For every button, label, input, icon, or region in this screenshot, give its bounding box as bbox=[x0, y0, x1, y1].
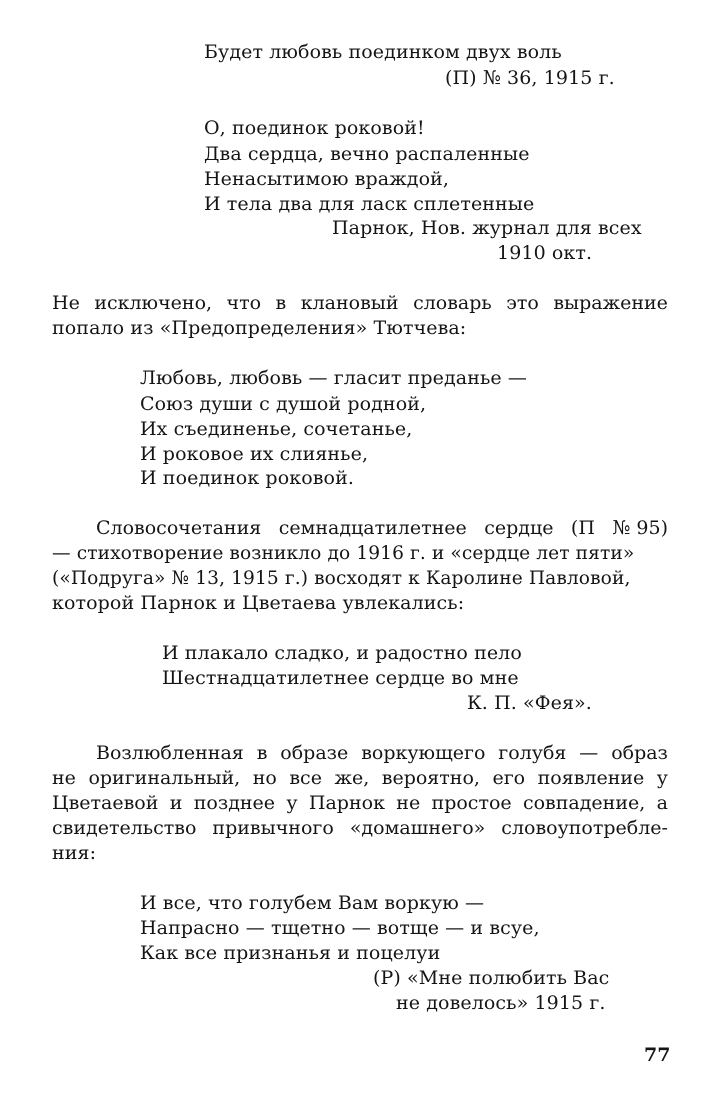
epigraph-source: (П) № 36, 1915 г. bbox=[445, 67, 615, 89]
epigraph-source: Парнок, Нов. журнал для всех bbox=[332, 217, 642, 239]
epigraph-line: И тела два для ласк сплетенные bbox=[204, 193, 535, 215]
quote-line: И все, что голубем Вам воркую — bbox=[140, 892, 485, 914]
epigraph-line: О, поединок роковой! bbox=[204, 117, 425, 139]
quote-line: И плакало сладко, и радостно пело bbox=[162, 642, 522, 664]
quote-line: Шестнадцатилетнее сердце во мне bbox=[162, 667, 519, 689]
quote-line: Напрасно — тщетно — вотще — и всуе, bbox=[140, 917, 540, 939]
quote-line: Любовь, любовь — гласит преданье — bbox=[140, 367, 527, 389]
quote-line: И роковое их слиянье, bbox=[140, 443, 369, 465]
epigraph-line: Будет любовь поединком двух воль bbox=[204, 41, 562, 63]
paragraph-line: Не исключено, что в клановый словарь это выражение bbox=[52, 292, 668, 314]
quote-source: (Р) «Мне полюбить Вас bbox=[373, 967, 610, 989]
epigraph-source: 1910 окт. bbox=[497, 242, 593, 264]
page-number: 77 bbox=[644, 1044, 671, 1066]
paragraph-line: Цветаевой и позднее у Парнок не простое совпадение, а bbox=[52, 792, 668, 814]
paragraph-line: Возлюбленная в образе воркующего голубя — образ bbox=[96, 742, 668, 764]
paragraph-line: ния: bbox=[52, 842, 97, 864]
paragraph-line: Словосочетания семнадцатилетнее сердце (П № 95) bbox=[96, 517, 668, 539]
paragraph-line: («Подруга» № 13, 1915 г.) восходят к Каролине Павловой, bbox=[52, 568, 631, 589]
paragraph-line: не оригинальный, но все же, вероятно, его появление у bbox=[52, 767, 668, 789]
epigraph-line: Два сердца, вечно распаленные bbox=[204, 143, 530, 165]
epigraph-line: Ненасытимою враждой, bbox=[204, 168, 450, 190]
quote-source: не довелось» 1915 г. bbox=[396, 992, 606, 1014]
paragraph-line: — стихотворение возникло до 1916 г. и «сердце лет пяти» bbox=[52, 543, 635, 564]
quote-line: И поединок роковой. bbox=[140, 467, 354, 489]
paragraph-line: свидетельство привычного «домашнего» словоупотребле- bbox=[52, 817, 668, 839]
quote-line: Их съединенье, сочетанье, bbox=[140, 418, 413, 440]
quote-line: Союз души с душой родной, bbox=[140, 393, 427, 415]
paragraph-line: которой Парнок и Цветаева увлекались: bbox=[52, 592, 465, 614]
quote-line: Как все признанья и поцелуи bbox=[140, 942, 441, 964]
quote-source: К. П. «Фея». bbox=[467, 692, 592, 714]
paragraph-line: попало из «Предопределения» Тютчева: bbox=[52, 317, 467, 339]
